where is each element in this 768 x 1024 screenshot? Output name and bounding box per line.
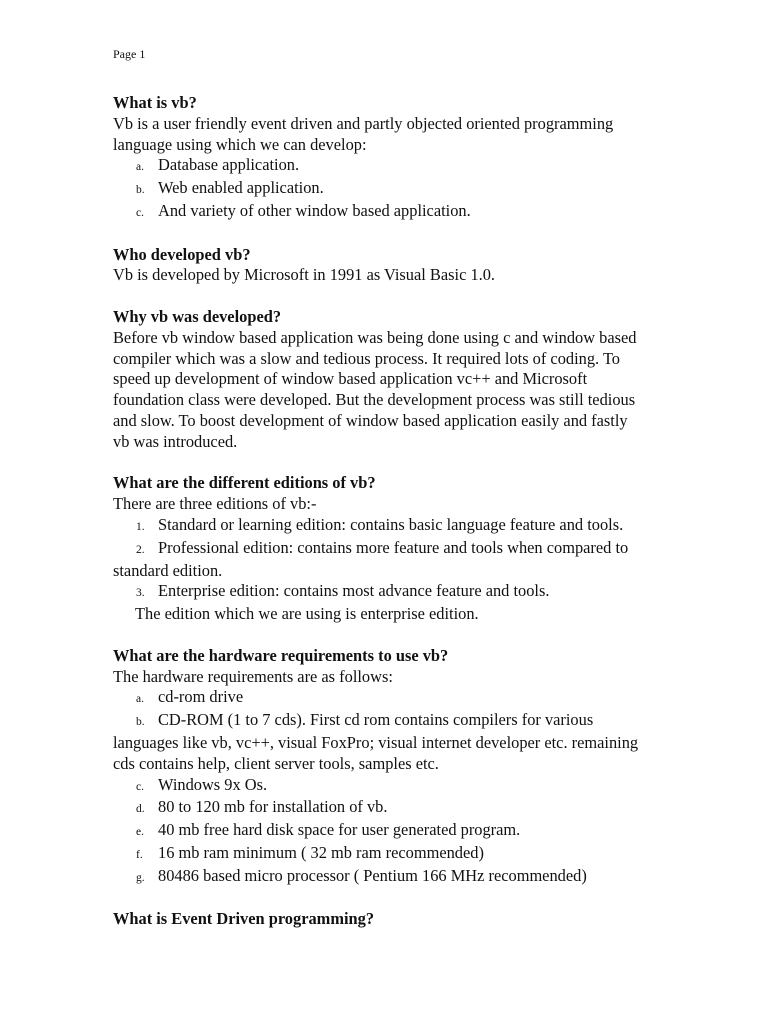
list-item-text: Standard or learning edition: contains basic language feature and tools. xyxy=(158,514,624,534)
list-item xyxy=(113,710,645,774)
paragraph: There are three editions of vb:- xyxy=(113,494,317,514)
list-item-text: And variety of other window based application. xyxy=(158,200,471,220)
list-item-text: 16 mb ram minimum ( 32 mb ram recommended) xyxy=(158,842,484,862)
list-marker: d. xyxy=(136,803,145,816)
section-hardware-requirements xyxy=(113,646,645,889)
list-item xyxy=(113,155,645,178)
list-marker: 2. xyxy=(136,543,145,556)
section-who-developed-vb xyxy=(113,245,645,287)
lettered-list xyxy=(113,155,645,223)
section-editions xyxy=(113,473,645,625)
list-marker: g. xyxy=(136,871,145,884)
list-item xyxy=(113,515,645,538)
list-marker: b. xyxy=(136,716,145,729)
list-item xyxy=(113,843,645,866)
list-marker: c. xyxy=(136,780,144,793)
list-marker: b. xyxy=(136,184,145,197)
list-item xyxy=(113,866,645,889)
list-item-text: 80 to 120 mb for installation of vb. xyxy=(158,797,388,817)
list-marker: 1. xyxy=(136,520,145,533)
question-heading: What are the hardware requirements to use vb? xyxy=(113,645,449,665)
question-heading: Why vb was developed? xyxy=(113,306,282,326)
list-marker: e. xyxy=(136,826,144,839)
list-item-text: Database application. xyxy=(158,155,300,175)
question-heading: What is Event Driven programming? xyxy=(113,909,375,929)
lettered-list xyxy=(113,687,645,888)
list-item-text: Enterprise edition: contains most advance feature and tools. xyxy=(158,581,550,601)
list-item xyxy=(113,581,645,604)
list-item-text: CD-ROM (1 to 7 cds). First cd rom contains compilers for various languages like vb, vc++, visual FoxPro; visual internet developer etc. remaining cds contains help, client server tools, samples etc. xyxy=(113,710,639,773)
list-item-text: 80486 based micro processor ( Pentium 166 MHz recommended) xyxy=(158,865,587,885)
page-number: Page 1 xyxy=(113,47,146,61)
list-item xyxy=(113,775,645,798)
list-marker: c. xyxy=(136,206,144,219)
paragraph: The hardware requirements are as follows: xyxy=(113,666,393,686)
list-item xyxy=(113,178,645,201)
section-why-vb-developed xyxy=(113,307,645,453)
section-what-is-vb xyxy=(113,93,645,224)
list-marker: a. xyxy=(136,693,144,706)
paragraph: Vb is developed by Microsoft in 1991 as Visual Basic 1.0. xyxy=(113,265,496,285)
list-item xyxy=(113,201,645,224)
paragraph: Vb is a user friendly event driven and partly objected oriented programming language using which we can develop: xyxy=(113,113,614,154)
section-event-driven xyxy=(113,909,645,930)
list-marker: 3. xyxy=(136,587,145,600)
edition-note: The edition which we are using is enterprise edition. xyxy=(135,604,479,624)
list-item xyxy=(113,820,645,843)
list-item-text: Windows 9x Os. xyxy=(158,774,268,794)
list-item xyxy=(113,538,645,582)
paragraph: Before vb window based application was being done using c and window based compiler which was a slow and tedious process. It required lots of coding. To speed up development of window based application vc++ and Microsoft foundation class were developed. But the development process was still tedious and slow. To boost development of window based application easily and fastly vb was introduced. xyxy=(113,327,637,451)
list-marker: a. xyxy=(136,161,144,174)
question-heading: What are the different editions of vb? xyxy=(113,473,376,493)
list-item-text: 40 mb free hard disk space for user generated program. xyxy=(158,820,521,840)
list-item-text: Web enabled application. xyxy=(158,178,324,198)
question-heading: What is vb? xyxy=(113,93,197,112)
question-heading: Who developed vb? xyxy=(113,244,251,264)
document-body xyxy=(113,93,645,951)
numbered-list xyxy=(113,515,645,604)
list-item xyxy=(113,797,645,820)
list-item-text: cd-rom drive xyxy=(158,687,244,707)
list-item xyxy=(113,687,645,710)
list-marker: f. xyxy=(136,848,143,861)
list-item-text: Professional edition: contains more feature and tools when compared to standard edition. xyxy=(113,537,629,580)
